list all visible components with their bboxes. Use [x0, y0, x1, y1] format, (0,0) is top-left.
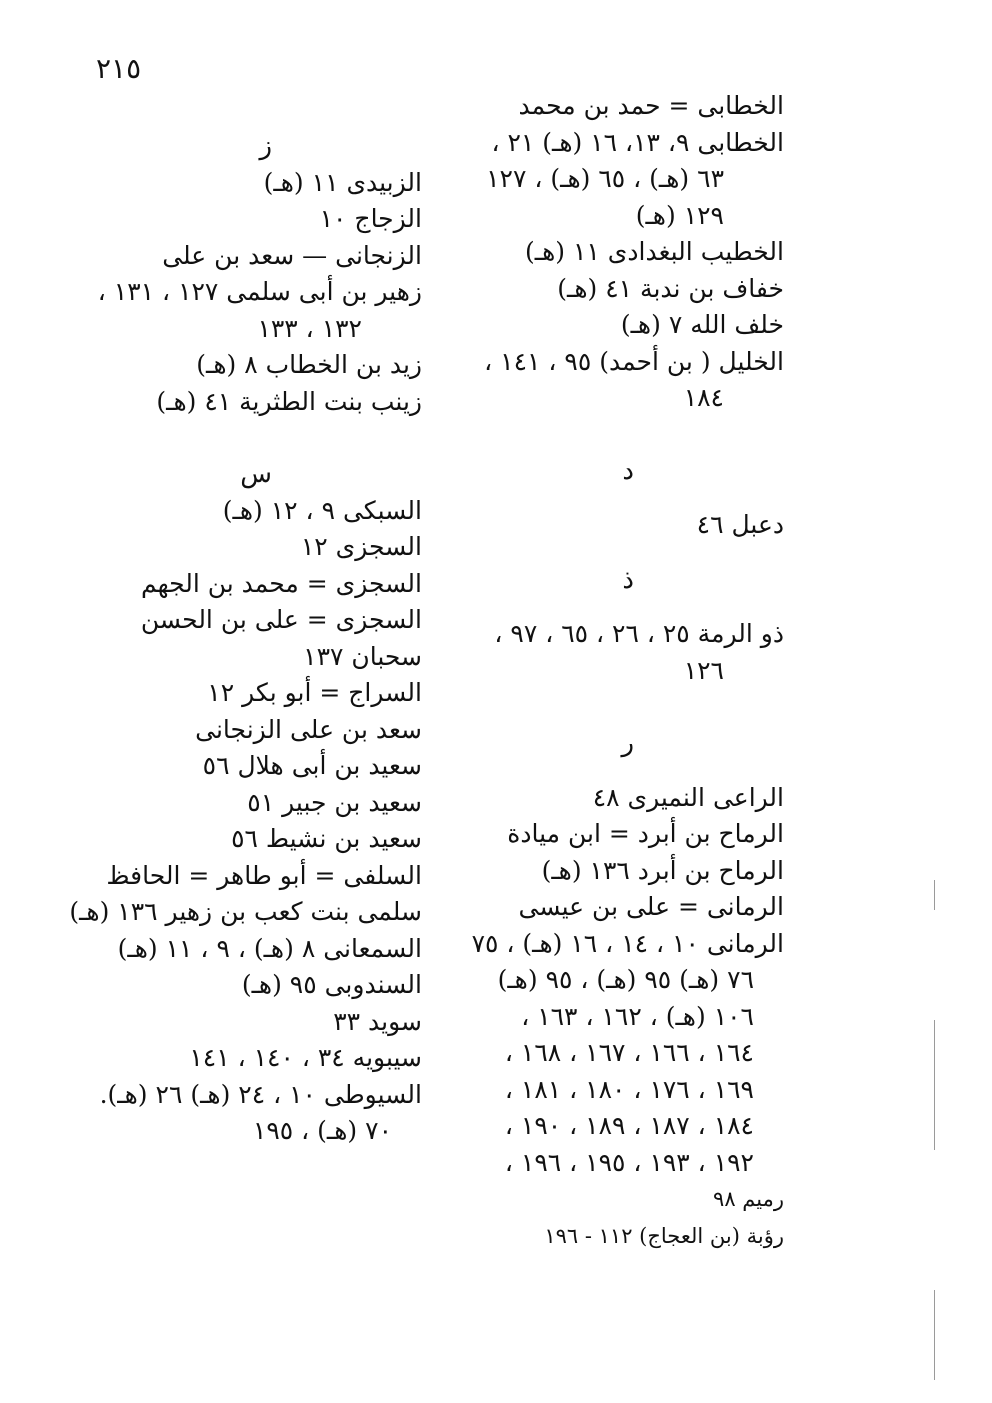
index-entry-continuation: ١٢٦ — [683, 655, 724, 685]
index-entry: زيد بن الخطاب ٨ (هـ) — [196, 350, 422, 379]
index-entry: سعد بن على الزنجانى — [195, 714, 422, 744]
index-entry: السراج = أبو بكر ١٢ — [207, 678, 422, 707]
index-entry-continuation: ١٣٢ ، ١٣٣ — [257, 313, 362, 343]
index-entry: السجزى ١٢ — [300, 532, 422, 561]
section-letter-ra: ر — [621, 728, 634, 758]
index-entry: الزجاج ١٠ — [319, 204, 422, 233]
section-letter-dal: د — [622, 455, 634, 486]
index-entry: السجزى = محمد بن الجهم — [140, 568, 422, 598]
index-entry-continuation: ١٠٦ (هـ) ، ١٦٢ ، ١٦٣ ، — [521, 1001, 754, 1031]
index-entry: الراعى النميرى ٤٨ — [592, 782, 784, 812]
index-entry: السبكى ٩ ، ١٢ (هـ) — [222, 495, 422, 525]
index-entry: الزنجانى — سعد بن على — [162, 240, 422, 270]
index-entry: زينب بنت الطثرية ٤١ (هـ) — [156, 386, 422, 416]
section-letter-sin: س — [240, 459, 272, 489]
index-entry: الخطابى ٩، ١٣، ١٦ (هـ) ٢١ ، — [491, 127, 784, 157]
index-entry: سلمى بنت كعب بن زهير ١٣٦ (هـ) — [69, 897, 422, 926]
index-entry-continuation: ١٦٤ ، ١٦٦ ، ١٦٧ ، ١٦٨ ، — [504, 1038, 754, 1067]
index-entry-continuation: ٧٦ (هـ) ٩٥ (هـ) ، ٩٥ (هـ) — [497, 965, 754, 994]
index-entry-continuation: ١٦٩ ، ١٧٦ ، ١٨٠ ، ١٨١ ، — [504, 1074, 754, 1104]
index-entry: الرمانى = على بن عيسى — [518, 892, 784, 921]
index-entry: السندوبى ٩٥ (هـ) — [241, 970, 422, 999]
margin-rule — [934, 1020, 935, 1150]
index-entry: رؤبة (بن العجاج) ١١٢ - ١٩٦ — [544, 1223, 784, 1248]
index-entry: سعيد بن جبير ٥١ — [247, 787, 422, 817]
index-entry-continuation: ١٨٤ ، ١٨٧ ، ١٨٩ ، ١٩٠ ، — [504, 1111, 754, 1140]
index-entry: سويد ٣٣ — [333, 1006, 422, 1036]
index-entry: الرماح بن أبرد ١٣٦ (هـ) — [541, 855, 784, 885]
index-entry: سعيد بن نشيط ٥٦ — [231, 824, 422, 853]
index-entry: الخطيب البغدادى ١١ (هـ) — [525, 237, 784, 266]
index-entry: زهير بن أبى سلمى ١٢٧ ، ١٣١ ، — [97, 277, 422, 306]
index-entry: السيوطى ١٠ ، ٢٤ (هـ) ٢٦ (هـ). — [99, 1079, 422, 1109]
index-entry: دعبل ٤٦ — [696, 510, 784, 539]
page-number: ٢١٥ — [96, 52, 142, 85]
index-entry-continuation: ٧٠ (هـ) ، ١٩٥ — [252, 1116, 392, 1145]
index-entry: خلف الله ٧ (هـ) — [620, 310, 784, 339]
index-entry: السجزى = على بن الحسن — [140, 605, 422, 634]
index-column-right — [454, 88, 784, 1254]
index-entry: خفاف بن ندبة ٤١ (هـ) — [557, 273, 784, 303]
index-entry: السلفى = أبو طاهر = الحافظ — [106, 860, 422, 890]
index-entry: ذو الرمة ٢٥ ، ٢٦ ، ٦٥ ، ٩٧ ، — [494, 619, 784, 648]
index-entry: الخليل ( بن أحمد) ٩٥ ، ١٤١ ، — [484, 346, 784, 376]
index-entry: رميم ٩٨ — [713, 1187, 784, 1211]
index-entry: سيبويه ٣٤ ، ١٤٠ ، ١٤١ — [189, 1043, 422, 1072]
section-letter-zay: ز — [259, 131, 272, 161]
margin-rule — [934, 1290, 935, 1380]
index-entry-continuation: ١٨٤ — [683, 383, 724, 412]
index-entry: السمعانى ٨ (هـ) ، ٩ ، ١١ (هـ) — [117, 933, 422, 963]
index-entry: الرماح بن أبرد = ابن ميادة — [507, 819, 784, 848]
index-entry: سعيد بن أبى هلال ٥٦ — [202, 751, 422, 780]
index-entry: سحبان ١٣٧ — [303, 641, 422, 671]
index-entry: الخطابى = حمد بن محمد — [518, 91, 784, 120]
index-entry-continuation: ٦٣ (هـ) ، ٦٥ (هـ) ، ١٢٧ — [486, 164, 724, 193]
index-entry-continuation: ١٩٢ ، ١٩٣ ، ١٩٥ ، ١٩٦ ، — [504, 1147, 754, 1177]
section-letter-dhal: ذ — [622, 564, 634, 595]
index-entry: الزبيدى ١١ (هـ) — [263, 167, 422, 197]
index-entry-continuation: ١٢٩ (هـ) — [635, 200, 724, 230]
index-column-left — [69, 128, 422, 1150]
index-entry: الرمانى ١٠ ، ١٤ ، ١٦ (هـ) ، ٧٥ — [471, 928, 784, 958]
margin-rule — [934, 880, 935, 910]
